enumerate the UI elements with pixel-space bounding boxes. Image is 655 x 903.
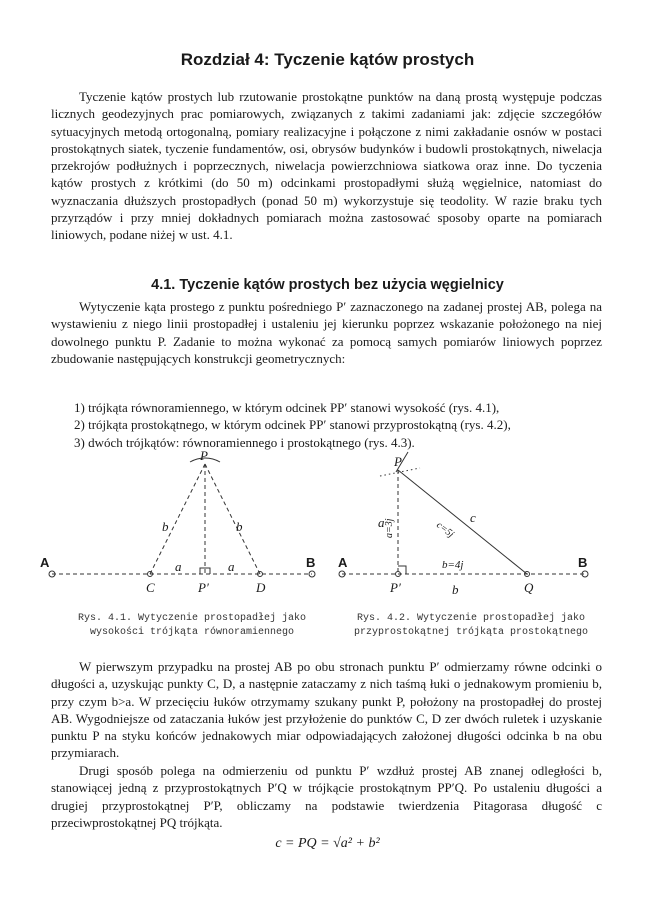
method2-paragraph — [51, 762, 602, 831]
label-b-eq: b=4j — [442, 559, 464, 571]
list-item: 2) trójkąta prostokątnego, w którym odcinek PP′ stanowi przyprostokątną (rys. 4.2), — [74, 417, 511, 433]
label-b: B — [306, 555, 316, 570]
label-c: C — [146, 580, 155, 595]
section-title: 4.1. Tyczenie kątów prostych bez użycia węgielnicy — [151, 277, 504, 293]
label-a: a — [378, 515, 385, 530]
method1-paragraph — [51, 658, 602, 762]
label-a: A — [338, 555, 348, 570]
figures — [40, 446, 600, 606]
intro-paragraph — [51, 88, 602, 244]
label-b: b — [452, 582, 459, 597]
label-d: D — [256, 580, 266, 595]
label-q: Q — [524, 580, 534, 595]
label-b: B — [578, 555, 588, 570]
label-p-prime: P′ — [390, 580, 401, 595]
method1-text: W pierwszym przypadku na prostej AB po obu stronach punktu P′ odmierzamy równe odcinki o długości a, uzyskując punkty C, D, a następnie zataczamy z nich taśmą łuki o jednakowym promieniu b, przy czym b>a. W przecięciu łuków otrzymamy szukany punkt P, położony na prostopadłej do prostej AB. Wygodniejsze od zataczania łuków jest przyłożenie do punktów C, D zer dwóch ruletek i uzyskanie punktu P na styku końców jednakowych miar odpowiadających założonej długości odcinka b na obu przymiarach. — [51, 659, 602, 761]
label-p: P — [200, 448, 208, 463]
label-b-left: b — [162, 519, 169, 534]
right-angle-mark — [398, 566, 406, 574]
label-c: c — [470, 510, 476, 525]
figure-4-2 — [338, 452, 588, 597]
pythagoras-formula: c = PQ = √a² + b² — [275, 836, 380, 851]
label-a-left: a — [175, 559, 182, 574]
label-b-right: b — [236, 519, 243, 534]
caption-fig-4-2: Rys. 4.2. Wytyczenie prostopadłej jako przyprostokątnej trójkąta prostokątnego — [353, 613, 589, 638]
label-a-right: a — [228, 559, 235, 574]
label-a-eq: a=3j — [384, 518, 395, 538]
intro-text: Tyczenie kątów prostych lub rzutowanie prostokątne punktów na daną prostą występuje podczas licznych geodezyjnych prac pomiarowych, związanych z takimi zadaniami jak: zdjęcie szczegółów sytuacyjnych metodą ortogonalną, pomiary realizacyjne i połączone z nimi zakładanie osnów w postaci prostokątnych siatek, tyczenie fundamentów, osi, obrysów budynków i budowli prostokątnych, niwelacja przekrojów podłużnych i poprzecznych, niwelacja powierzchniowa siatkowa oraz inne. Do tyczenia kątów prostych z krótkimi (do 50 m) odcinkami prostopadłymi służą węgielnice, natomiast do wyznaczania dłuższych prostopadłych (ponad 50 m) wykorzystuje się teodolity. W razie braku tych przyrządów i przy mniej dokładnych pomiarach można zastosować sposoby oparte na pomiarach liniowych, podane niżej w ust. 4.1. — [51, 89, 602, 243]
caption-fig-4-1: Rys. 4.1. Wytyczenie prostopadłej jako wysokości trójkąta równoramiennego — [77, 613, 307, 638]
label-p: P — [394, 454, 402, 469]
list-item: 1) trójkąta równoramiennego, w którym odcinek PP′ stanowi wysokość (rys. 4.1), — [74, 400, 500, 415]
figure-4-1 — [40, 448, 315, 595]
section-paragraph — [51, 298, 602, 367]
label-a: A — [40, 555, 50, 570]
method2-text: Drugi sposób polega na odmierzeniu od punktu P′ wzdłuż prostej AB znanej odległości b, stanowiącej jedną z przyprostokątnych P′Q w trójkącie prostokątnym PP′Q. Po ustaleniu długości a drugiej przyprostokątnej P′P, obliczamy na podstawie twierdzenia Pitagorasa długość c przeciwprostokątnej PQ trójkąta. — [51, 763, 602, 830]
side-pd — [205, 464, 260, 574]
label-p-prime: P′ — [198, 580, 209, 595]
section-text: Wytyczenie kąta prostego z punktu pośredniego P′ zaznaczonego na zadanej prostej AB, polega na wystawieniu z niego linii prostopadłej i ustaleniu jej kierunku poprzez wskazanie położonego na niej dowolnego punktu P. Zadanie to można wykonać za pomocą samych pomiarów liniowych poprzez zbudowanie następujących konstrukcji geometrycznych: — [51, 299, 602, 366]
chapter-title: Rozdział 4: Tyczenie kątów prostych — [180, 50, 475, 69]
list-item: 3) dwóch trójkątów: równoramiennego i prostokątnego (rys. 4.3). — [74, 434, 415, 450]
side-pc — [150, 464, 205, 574]
construction-list — [74, 399, 511, 451]
label-c-eq: c=5j — [434, 519, 456, 541]
